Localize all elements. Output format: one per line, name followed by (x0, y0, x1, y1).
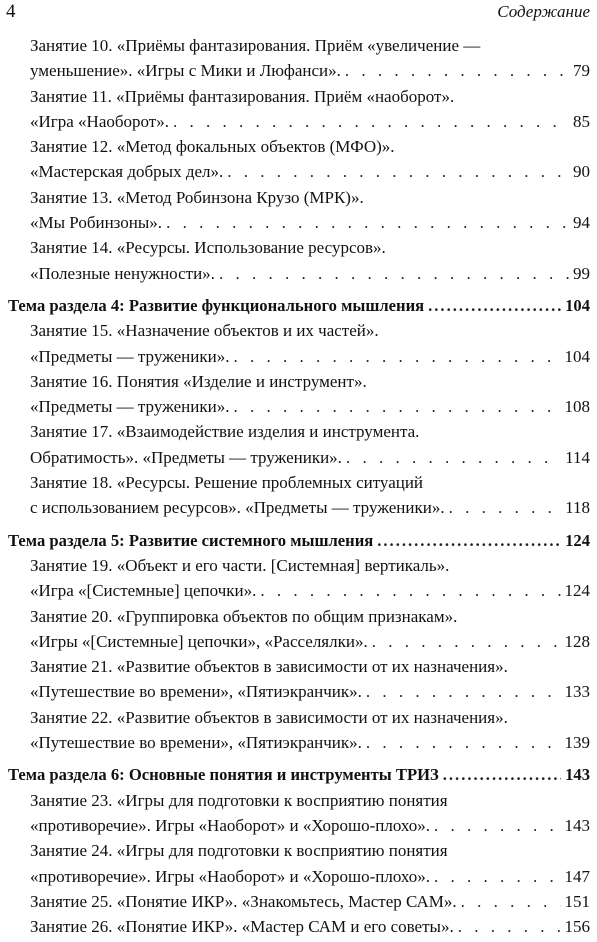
toc-entry-line (8, 321, 590, 346)
toc-entry-line (8, 708, 590, 733)
running-title: Содержание (497, 2, 590, 21)
toc-entry-line (8, 657, 590, 682)
toc-entry-line (8, 397, 590, 422)
toc-section-heading (8, 296, 590, 321)
toc-page-number: 156 (564, 917, 590, 937)
dot-leader (166, 213, 569, 233)
toc-entry-line (8, 867, 590, 892)
toc-section-heading (8, 765, 590, 790)
toc-entry-text: Занятие 21. «Развитие объектов в зависимости от их назначения». (30, 657, 508, 677)
toc-entry-line (8, 556, 590, 581)
dot-leader (461, 892, 561, 912)
page-header (0, 0, 597, 28)
dot-leader (449, 498, 562, 518)
toc-entry-text: Обратимость». «Предметы — труженики». (30, 447, 342, 467)
toc-page-number: 124 (564, 581, 590, 601)
dot-leader (372, 632, 561, 652)
toc-entry-line (8, 264, 590, 289)
toc-entry-text: «Путешествие во времени», «Пятиэкранчик». (30, 733, 362, 753)
toc-entry-line (8, 448, 590, 473)
toc-entry-line (8, 841, 590, 866)
toc-entry-line (8, 498, 590, 523)
toc-page-number: 151 (564, 891, 590, 911)
dot-leader (233, 397, 560, 417)
dot-leader (346, 448, 561, 468)
toc-page-number: 114 (565, 447, 590, 467)
dot-leader (219, 264, 569, 284)
toc-entry-line (8, 238, 590, 263)
toc-entry-text: Занятие 19. «Объект и его части. [Системная] вертикаль». (30, 555, 450, 575)
dot-leader (227, 162, 569, 182)
toc-entry-line (8, 137, 590, 162)
toc-entry-line (8, 36, 590, 61)
toc-entry-text: Занятие 11. «Приёмы фантазирования. Приём «наоборот». (30, 86, 455, 106)
dot-leader (173, 112, 569, 132)
dot-leader (434, 816, 560, 836)
toc-section-heading (8, 531, 590, 556)
toc-entry-line (8, 892, 590, 917)
toc-entry-text: «Игра «[Системные] цепочки». (30, 581, 257, 601)
toc-entry-line (8, 162, 590, 187)
toc-entry-text: Тема раздела 6: Основные понятия и инструменты ТРИЗ (8, 765, 439, 785)
dot-leader (428, 296, 561, 316)
toc-page-number: 85 (573, 111, 590, 131)
toc-entry-text: Тема раздела 4: Развитие функционального мышления (8, 295, 425, 315)
toc-entry-text: с использованием ресурсов». «Предметы — труженики». (30, 498, 445, 518)
toc-entry-line (8, 917, 590, 942)
toc-entry-text: Тема раздела 5: Развитие системного мышления (8, 530, 374, 550)
toc-entry-line (8, 188, 590, 213)
toc-entry-line (8, 607, 590, 632)
toc-entry-text: «Игра «Наоборот». (30, 111, 169, 131)
toc-page-number: 118 (565, 498, 590, 518)
toc-page-number: 143 (564, 815, 590, 835)
toc-page-number: 108 (564, 397, 590, 417)
toc-entry-text: Занятие 10. «Приёмы фантазирования. Приём «увеличение — (30, 36, 481, 55)
toc-entry-line (8, 87, 590, 112)
dot-leader (366, 733, 561, 753)
toc-entry-text: Занятие 24. «Игры для подготовки к восприятию понятия (30, 841, 448, 861)
toc-entry-text: Занятие 23. «Игры для подготовки к восприятию понятия (30, 790, 448, 810)
dot-leader (377, 531, 561, 551)
toc-entry-text: «Полезные ненужности». (30, 263, 215, 283)
toc-page-number: 133 (564, 682, 590, 702)
toc-entry-text: Занятие 16. Понятия «Изделие и инструмент». (30, 371, 367, 391)
page-number: 4 (6, 1, 16, 22)
toc-entry-line (8, 733, 590, 758)
toc-page-number: 104 (564, 346, 590, 366)
toc-entry-text: «Предметы — труженики». (30, 397, 230, 417)
toc-page-number: 90 (573, 162, 590, 182)
toc-entry-line (8, 816, 590, 841)
toc-entry-line (8, 791, 590, 816)
toc-entry-line (8, 682, 590, 707)
toc-entry-text: Занятие 18. «Ресурсы. Решение проблемных ситуаций (30, 473, 424, 493)
toc-entry-line (8, 347, 590, 372)
toc-entry-text: Занятие 25. «Понятие ИКР». «Знакомьтесь, Мастер САМ». (30, 891, 457, 911)
toc-entry-text: «Путешествие во времени», «Пятиэкранчик». (30, 682, 362, 702)
dot-leader (458, 917, 561, 937)
toc-page-number: 104 (565, 295, 590, 315)
toc-entry-line (8, 213, 590, 238)
toc-entry-text: «Мастерская добрых дел». (30, 162, 224, 182)
toc-page-number: 128 (564, 631, 590, 651)
toc-entry-text: Занятие 12. «Метод фокальных объектов (МФО)». (30, 137, 395, 157)
dot-leader (345, 61, 569, 81)
toc-entry-text: Занятие 26. «Понятие ИКР». «Мастер САМ и его советы». (30, 917, 454, 937)
dot-leader (443, 765, 561, 785)
toc-entry-text: Занятие 14. «Ресурсы. Использование ресурсов». (30, 238, 386, 258)
toc-entry-text: «Мы Робинзоны». (30, 213, 163, 233)
toc-entry-text: Занятие 20. «Группировка объектов по общим признакам». (30, 606, 458, 626)
toc-entry-text: Занятие 17. «Взаимодействие изделия и инструмента. (30, 422, 420, 442)
toc-entry-line (8, 422, 590, 447)
toc-page-number: 143 (565, 765, 590, 785)
dot-leader (233, 347, 560, 367)
dot-leader (366, 682, 561, 702)
toc-entry-line (8, 372, 590, 397)
toc-entry-text: «противоречие». Игры «Наоборот» и «Хорошо-плохо». (30, 815, 431, 835)
toc-entry-line (8, 581, 590, 606)
dot-leader (260, 581, 560, 601)
toc-entry-text: Занятие 22. «Развитие объектов в зависимости от их назначения». (30, 707, 508, 727)
toc-entry-line (8, 632, 590, 657)
toc-entry-line (8, 473, 590, 498)
toc-entry-line (8, 112, 590, 137)
toc-page-number: 124 (565, 530, 590, 550)
toc-entry-line (8, 61, 590, 86)
toc-page-number: 99 (573, 263, 590, 283)
toc-entry-text: Занятие 15. «Назначение объектов и их частей». (30, 321, 379, 341)
toc-page-number: 139 (564, 733, 590, 753)
toc-entry-text: Занятие 13. «Метод Робинзона Крузо (МРК)». (30, 187, 364, 207)
toc-entry-text: «Предметы — труженики». (30, 346, 230, 366)
toc-page-number: 94 (573, 213, 590, 233)
toc-page-number: 79 (573, 61, 590, 81)
toc-page-number: 147 (564, 866, 590, 886)
dot-leader (434, 867, 560, 887)
toc-entry-text: «противоречие». Игры «Наоборот» и «Хорошо-плохо». (30, 866, 431, 886)
toc-entry-text: «Игры «[Системные] цепочки», «Расселялки». (30, 631, 368, 651)
toc-entry-text: уменьшение». «Игры с Мики и Люфанси». (30, 61, 341, 81)
table-of-contents (8, 36, 590, 942)
